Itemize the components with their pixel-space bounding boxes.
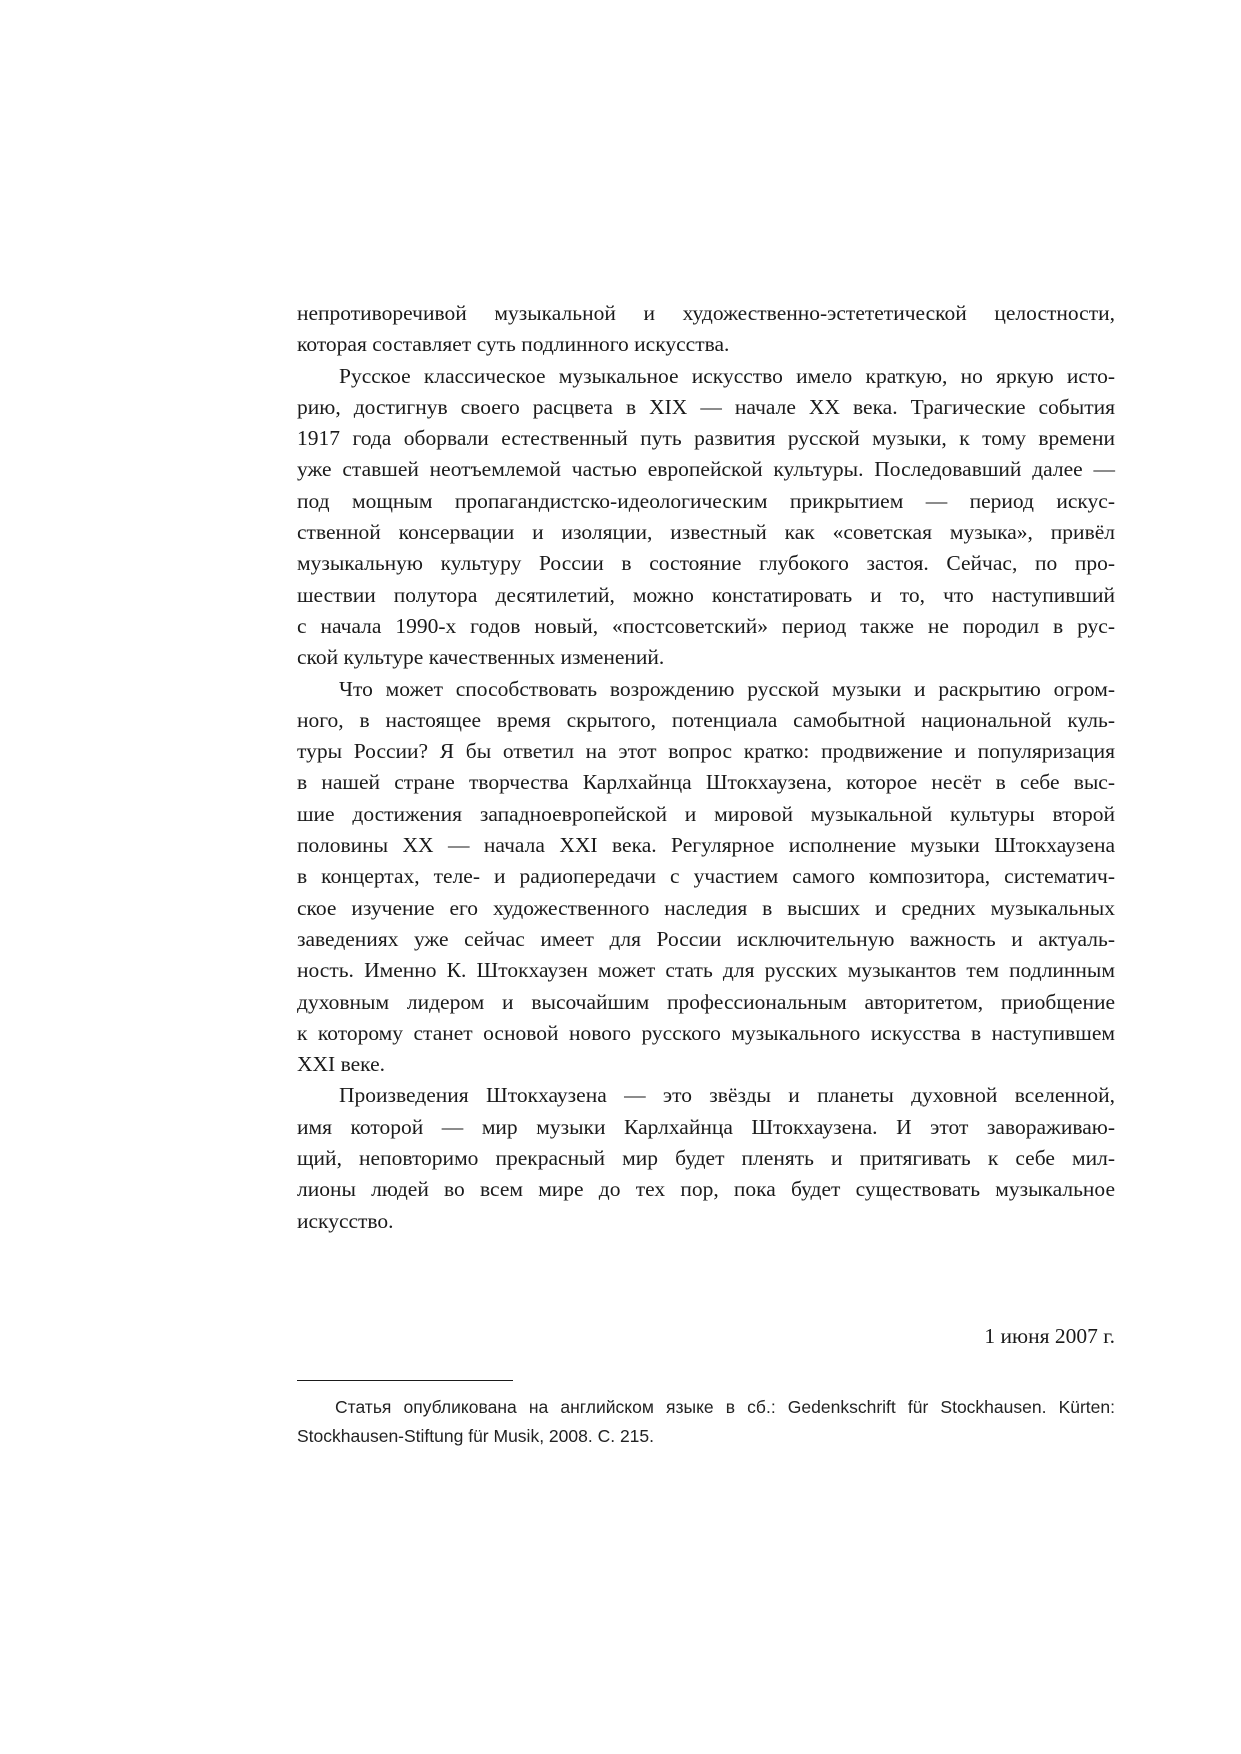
footnote-divider [297, 1380, 513, 1381]
article-body [297, 298, 1115, 1237]
text-line: под мощным пропагандистско-идеологическим прикрытием — период искус- [297, 488, 1115, 513]
text-line: ское изучение его художественного наследия в высших и средних музыкальных [297, 895, 1115, 920]
text-line: духовным лидером и высочайшим профессиональным авторитетом, приобщение [297, 989, 1115, 1014]
text-line: уже ставшей неотъемлемой частью европейской культуры. Последовавший далее — [297, 457, 1115, 482]
text-line: 1917 года оборвали естественный путь развития русской музыки, к тому времени [297, 426, 1115, 451]
paragraph-2 [297, 361, 1115, 674]
text-line: половины XX — начала XXI века. Регулярное исполнение музыки Штокхаузена [297, 833, 1115, 858]
text-line: ской культуре качественных изменений. [297, 645, 665, 670]
text-line: щий, неповторимо прекрасный мир будет пленять и притягивать к себе мил- [297, 1146, 1115, 1171]
text-line: в концертах, теле- и радиопередачи с участием самого композитора, систематич- [297, 864, 1115, 889]
text-line: туры России? Я бы ответил на этот вопрос кратко: продвижение и популяризация [297, 739, 1115, 764]
text-line: к которому станет основой нового русского музыкального искусства в наступившем [297, 1020, 1115, 1045]
footnote-line: Статья опубликована на английском языке в сб.: Gedenkschrift für Stockhausen. Kürten: [335, 1397, 1115, 1417]
text-line: Русское классическое музыкальное искусство имело краткую, но яркую исто- [339, 363, 1115, 388]
text-line: XXI веке. [297, 1052, 385, 1077]
paragraph-4 [297, 1080, 1115, 1236]
text-line: рию, достигнув своего расцвета в XIX — начале XX века. Трагические события [297, 394, 1115, 419]
text-line: в нашей стране творчества Карлхайнца Штокхаузена, которое несёт в себе выс- [297, 770, 1115, 795]
text-line: шествии полутора десятилетий, можно констатировать и то, что наступивший [297, 582, 1115, 607]
text-line: Что может способствовать возрождению русской музыки и раскрытию огром- [339, 676, 1115, 701]
text-line: которая составляет суть подлинного искусства. [297, 332, 730, 357]
text-line: заведениях уже сейчас имеет для России исключительную важность и актуаль- [297, 926, 1115, 951]
paragraph-3 [297, 674, 1115, 1081]
text-line: музыкальную культуру России в состояние глубокого застоя. Сейчас, по про- [297, 551, 1115, 576]
text-line: ственной консервации и изоляции, известный как «советская музыка», привёл [297, 520, 1115, 545]
footnote-line: Stockhausen-Stiftung für Musik, 2008. С. 215. [297, 1426, 654, 1446]
text-line: шие достижения западноевропейской и мировой музыкальной культуры второй [297, 801, 1115, 826]
text-line: искусство. [297, 1208, 394, 1233]
text-line: Произведения Штокхаузена — это звёзды и планеты духовной вселенной, [339, 1083, 1115, 1108]
footnote [297, 1393, 1115, 1451]
text-line: непротиворечивой музыкальной и художественно-эстететической целостности, [297, 301, 1115, 325]
text-line: лионы людей во всем мире до тех пор, пока будет существовать музыкальное [297, 1177, 1115, 1202]
paragraph-1 [297, 298, 1115, 361]
text-line: ность. Именно К. Штокхаузен может стать для русских музыкантов тем подлинным [297, 958, 1115, 983]
article-date: 1 июня 2007 г. [984, 1324, 1115, 1348]
text-line: ного, в настоящее время скрытого, потенциала самобытной национальной куль- [297, 707, 1115, 732]
text-line: имя которой — мир музыки Карлхайнца Штокхаузена. И этот завораживаю- [297, 1114, 1115, 1139]
text-line: с начала 1990-х годов новый, «постсоветский» период также не породил в рус- [297, 613, 1115, 638]
